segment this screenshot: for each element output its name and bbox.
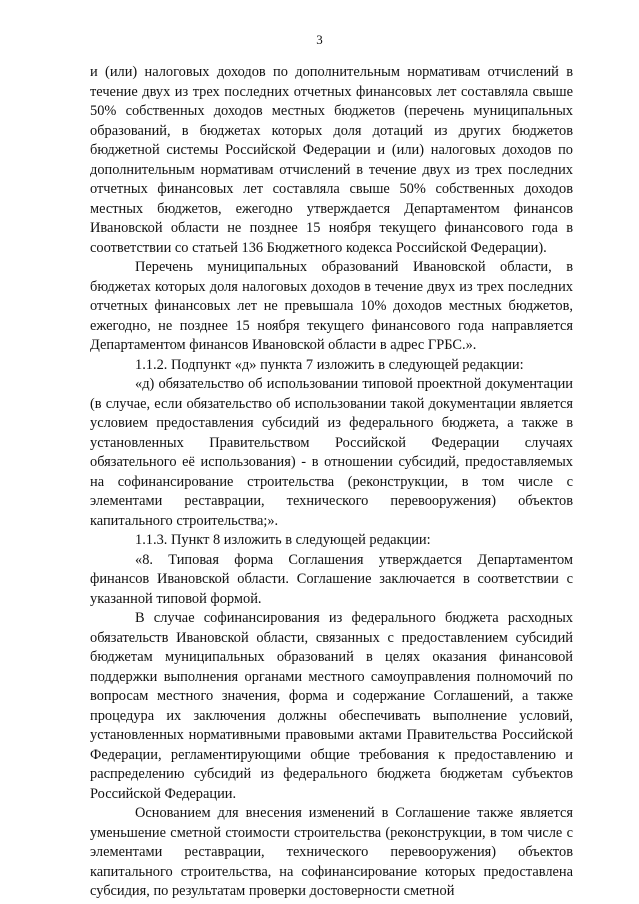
paragraph-continuation: и (или) налоговых доходов по дополнительным нормативам отчислений в течение двух из трех последних отчетных финансовых лет составляла свыше 50% собственных доходов местных бюджетов (перечень муниципальных образований, в бюджетах которых доля дотаций из других бюджетов бюджетной системы Российской Федерации и (или) налоговых доходов по дополнительным нормативам отчислений в течение двух из трех последних отчетных финансовых лет составляла свыше 50% собственных доходов местных бюджетов, ежегодно утверждается Департаментом финансов Ивановской области не позднее 15 ноября текущего финансового года в соответствии со статьей 136 Бюджетного кодекса Российской Федерации). [90,64,573,256]
paragraph-municipal-list: Перечень муниципальных образований Ивановской области, в бюджетах которых доля налоговых доходов в течение двух из трех последних отчетных финансовых лет не превышала 10% доходов местных бюджетов, ежегодно, не позднее 15 ноября текущего финансового года направляется Департаментом финансов Ивановской области в адрес ГРБС.». [90,259,573,353]
paragraph-subclause-d: «д) обязательство об использовании типовой проектной документации (в случае, если обязательство об использовании такой документации является условием предоставления субсидий из федерального бюджета, а также в установленных Правительством Российской Федерации случаях обязательного её использования) - в отношении субсидий, предоставляемых на софинансирование строительства (реконструкции, в том числе с элементами реставрации, технического перевооружения) объектов капитального строительства;». [90,376,573,529]
paragraph-cofinancing: В случае софинансирования из федерального бюджета расходных обязательств Ивановской области, связанных с предоставлением субсидий бюджетам муниципальных образований в целях оказания финансовой поддержки выполнения органами местного самоуправления полномочий по вопросам местного значения, форма и содержание Соглашений, а также процедура их заключения должны обеспечивать выполнение условий, установленных нормативными правовыми актами Правительства Российской Федерации, регламентирующими общие требования к предоставлению и распределению субсидий из федерального бюджета бюджетам субъектов Российской Федерации. [90,610,573,802]
paragraph-amendment-basis: Основанием для внесения изменений в Соглашение также является уменьшение сметной стоимости строительства (реконструкции, в том числе с элементами реставрации, технического перевооружения) объектов капитального строительства, на софинансирование которых предоставлена субсидия, по результатам проверки достоверности сметной [90,805,573,899]
document-body [90,63,573,902]
paragraph-point-8: «8. Типовая форма Соглашения утверждается Департаментом финансов Ивановской области. Соглашение заключается в соответствии с указанной типовой формой. [90,551,573,607]
paragraph-clause-1-1-3: 1.1.3. Пункт 8 изложить в следующей редакции: [135,532,431,548]
paragraph-clause-1-1-2: 1.1.2. Подпункт «д» пункта 7 изложить в следующей редакции: [135,356,524,373]
page-number: 3 [316,32,323,47]
